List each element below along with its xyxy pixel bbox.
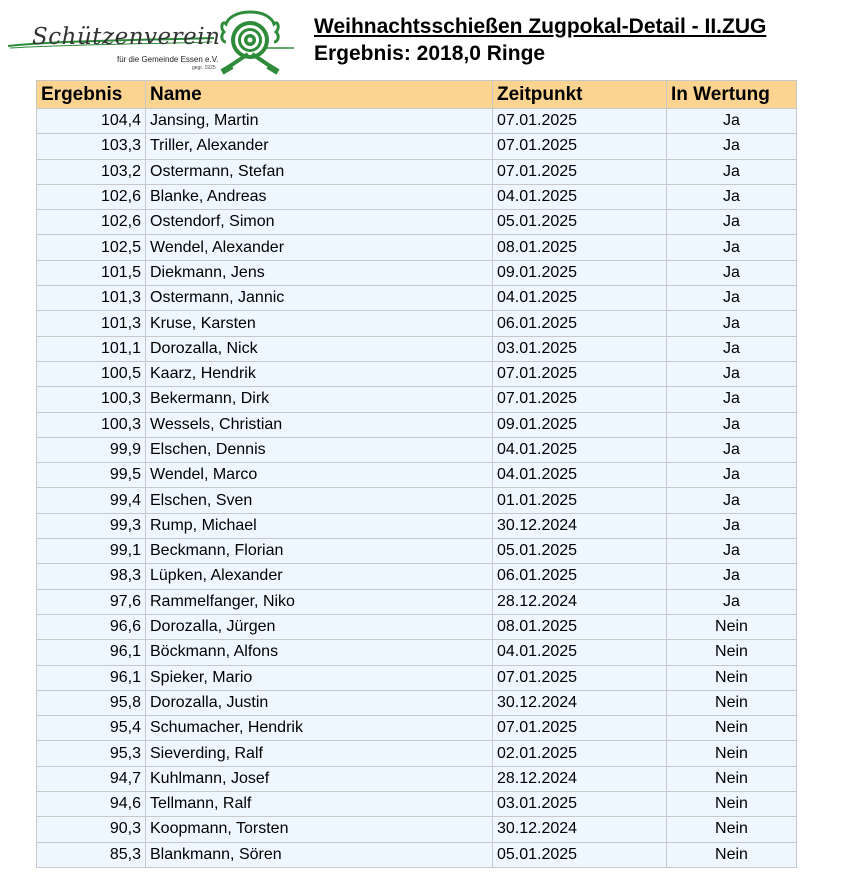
cell-result: 96,1 <box>37 640 146 665</box>
club-logo <box>6 10 294 76</box>
table-row <box>37 817 797 842</box>
cell-time: 05.01.2025 <box>493 842 667 867</box>
cell-name: Triller, Alexander <box>146 134 493 159</box>
cell-result: 94,6 <box>37 792 146 817</box>
cell-result: 102,6 <box>37 210 146 235</box>
cell-result: 101,5 <box>37 260 146 285</box>
table-row <box>37 286 797 311</box>
cell-time: 04.01.2025 <box>493 640 667 665</box>
table-row <box>37 665 797 690</box>
cell-name: Wendel, Alexander <box>146 235 493 260</box>
cell-rated: Ja <box>667 539 797 564</box>
cell-time: 07.01.2025 <box>493 159 667 184</box>
cell-rated: Ja <box>667 361 797 386</box>
cell-time: 08.01.2025 <box>493 614 667 639</box>
cell-time: 30.12.2024 <box>493 817 667 842</box>
cell-name: Sieverding, Ralf <box>146 741 493 766</box>
cell-rated: Ja <box>667 336 797 361</box>
cell-name: Kruse, Karsten <box>146 311 493 336</box>
cell-name: Kuhlmann, Josef <box>146 766 493 791</box>
cell-time: 05.01.2025 <box>493 210 667 235</box>
cell-time: 30.12.2024 <box>493 690 667 715</box>
cell-rated: Ja <box>667 564 797 589</box>
cell-result: 100,5 <box>37 361 146 386</box>
cell-name: Lüpken, Alexander <box>146 564 493 589</box>
cell-rated: Nein <box>667 842 797 867</box>
cell-time: 03.01.2025 <box>493 792 667 817</box>
cell-rated: Ja <box>667 513 797 538</box>
cell-time: 07.01.2025 <box>493 134 667 159</box>
table-row <box>37 488 797 513</box>
cell-rated: Ja <box>667 159 797 184</box>
cell-rated: Ja <box>667 210 797 235</box>
cell-result: 95,3 <box>37 741 146 766</box>
cell-result: 102,5 <box>37 235 146 260</box>
cell-rated: Nein <box>667 716 797 741</box>
table-row <box>37 463 797 488</box>
cell-time: 09.01.2025 <box>493 260 667 285</box>
logo-tiny-text: gegr. 1925 <box>192 65 216 71</box>
cell-result: 100,3 <box>37 412 146 437</box>
cell-rated: Nein <box>667 766 797 791</box>
cell-result: 90,3 <box>37 817 146 842</box>
cell-time: 01.01.2025 <box>493 488 667 513</box>
cell-name: Bekermann, Dirk <box>146 387 493 412</box>
cell-rated: Ja <box>667 488 797 513</box>
cell-rated: Ja <box>667 437 797 462</box>
cell-rated: Nein <box>667 741 797 766</box>
table-row <box>37 109 797 134</box>
table-row <box>37 412 797 437</box>
cell-result: 98,3 <box>37 564 146 589</box>
cell-result: 97,6 <box>37 589 146 614</box>
cell-name: Elschen, Dennis <box>146 437 493 462</box>
cell-time: 28.12.2024 <box>493 766 667 791</box>
cell-name: Koopmann, Torsten <box>146 817 493 842</box>
cell-time: 07.01.2025 <box>493 109 667 134</box>
cell-time: 04.01.2025 <box>493 184 667 209</box>
cell-rated: Ja <box>667 286 797 311</box>
cell-time: 04.01.2025 <box>493 463 667 488</box>
cell-name: Tellmann, Ralf <box>146 792 493 817</box>
logo-subline: für die Gemeinde Essen e.V. <box>117 55 219 64</box>
cell-time: 04.01.2025 <box>493 286 667 311</box>
logo-name: Schützenverein <box>32 24 221 50</box>
cell-time: 07.01.2025 <box>493 665 667 690</box>
table-row <box>37 336 797 361</box>
cell-result: 104,4 <box>37 109 146 134</box>
table-row <box>37 311 797 336</box>
table-row <box>37 842 797 867</box>
cell-time: 03.01.2025 <box>493 336 667 361</box>
cell-result: 85,3 <box>37 842 146 867</box>
column-header-time: Zeitpunkt <box>493 81 667 109</box>
table-row <box>37 640 797 665</box>
table-row <box>37 741 797 766</box>
table-row <box>37 235 797 260</box>
table-row <box>37 539 797 564</box>
table-row <box>37 792 797 817</box>
cell-rated: Ja <box>667 109 797 134</box>
cell-result: 94,7 <box>37 766 146 791</box>
cell-result: 96,6 <box>37 614 146 639</box>
cell-name: Ostendorf, Simon <box>146 210 493 235</box>
cell-rated: Nein <box>667 665 797 690</box>
results-table <box>36 80 797 868</box>
cell-result: 95,4 <box>37 716 146 741</box>
cell-result: 101,3 <box>37 286 146 311</box>
cell-name: Kaarz, Hendrik <box>146 361 493 386</box>
table-row <box>37 513 797 538</box>
table-row <box>37 387 797 412</box>
table-row <box>37 614 797 639</box>
cell-result: 101,1 <box>37 336 146 361</box>
cell-rated: Ja <box>667 235 797 260</box>
cell-time: 07.01.2025 <box>493 361 667 386</box>
cell-result: 99,1 <box>37 539 146 564</box>
cell-rated: Ja <box>667 387 797 412</box>
cell-result: 99,5 <box>37 463 146 488</box>
cell-result: 102,6 <box>37 184 146 209</box>
cell-rated: Ja <box>667 463 797 488</box>
cell-result: 95,8 <box>37 690 146 715</box>
cell-rated: Ja <box>667 589 797 614</box>
cell-name: Dorozalla, Nick <box>146 336 493 361</box>
cell-result: 96,1 <box>37 665 146 690</box>
cell-result: 101,3 <box>37 311 146 336</box>
cell-result: 99,9 <box>37 437 146 462</box>
cell-rated: Ja <box>667 184 797 209</box>
cell-name: Rump, Michael <box>146 513 493 538</box>
cell-rated: Ja <box>667 412 797 437</box>
table-row <box>37 690 797 715</box>
cell-name: Elschen, Sven <box>146 488 493 513</box>
table-row <box>37 159 797 184</box>
cell-rated: Nein <box>667 690 797 715</box>
result-summary: Ergebnis: 2018,0 Ringe <box>314 42 546 65</box>
cell-time: 04.01.2025 <box>493 437 667 462</box>
target-emblem-icon <box>218 10 282 76</box>
cell-name: Beckmann, Florian <box>146 539 493 564</box>
cell-name: Wessels, Christian <box>146 412 493 437</box>
cell-name: Schumacher, Hendrik <box>146 716 493 741</box>
table-row <box>37 210 797 235</box>
table-row <box>37 564 797 589</box>
table-header-row <box>37 81 797 109</box>
table-row <box>37 589 797 614</box>
cell-rated: Ja <box>667 134 797 159</box>
cell-name: Jansing, Martin <box>146 109 493 134</box>
cell-name: Dorozalla, Justin <box>146 690 493 715</box>
cell-name: Dorozalla, Jürgen <box>146 614 493 639</box>
table-row <box>37 134 797 159</box>
page-title: Weihnachtsschießen Zugpokal-Detail - II.ZUG <box>314 15 767 38</box>
table-row <box>37 437 797 462</box>
column-header-name: Name <box>146 81 493 109</box>
cell-result: 99,3 <box>37 513 146 538</box>
cell-time: 02.01.2025 <box>493 741 667 766</box>
cell-time: 09.01.2025 <box>493 412 667 437</box>
cell-rated: Nein <box>667 640 797 665</box>
cell-time: 08.01.2025 <box>493 235 667 260</box>
cell-name: Blanke, Andreas <box>146 184 493 209</box>
cell-time: 07.01.2025 <box>493 387 667 412</box>
table-row <box>37 766 797 791</box>
table-row <box>37 260 797 285</box>
cell-name: Ostermann, Jannic <box>146 286 493 311</box>
cell-name: Diekmann, Jens <box>146 260 493 285</box>
column-header-rated: In Wertung <box>667 81 797 109</box>
cell-result: 100,3 <box>37 387 146 412</box>
cell-name: Blankmann, Sören <box>146 842 493 867</box>
cell-rated: Nein <box>667 817 797 842</box>
cell-result: 99,4 <box>37 488 146 513</box>
cell-result: 103,2 <box>37 159 146 184</box>
cell-time: 28.12.2024 <box>493 589 667 614</box>
cell-time: 30.12.2024 <box>493 513 667 538</box>
cell-time: 06.01.2025 <box>493 311 667 336</box>
table-row <box>37 184 797 209</box>
cell-name: Spieker, Mario <box>146 665 493 690</box>
cell-result: 103,3 <box>37 134 146 159</box>
cell-name: Ostermann, Stefan <box>146 159 493 184</box>
column-header-result: Ergebnis <box>37 81 146 109</box>
table-row <box>37 361 797 386</box>
cell-time: 07.01.2025 <box>493 716 667 741</box>
cell-rated: Ja <box>667 260 797 285</box>
cell-rated: Ja <box>667 311 797 336</box>
cell-name: Böckmann, Alfons <box>146 640 493 665</box>
page-header <box>0 0 848 78</box>
cell-name: Rammelfanger, Niko <box>146 589 493 614</box>
table-row <box>37 716 797 741</box>
cell-name: Wendel, Marco <box>146 463 493 488</box>
cell-time: 05.01.2025 <box>493 539 667 564</box>
cell-time: 06.01.2025 <box>493 564 667 589</box>
cell-rated: Nein <box>667 614 797 639</box>
cell-rated: Nein <box>667 792 797 817</box>
